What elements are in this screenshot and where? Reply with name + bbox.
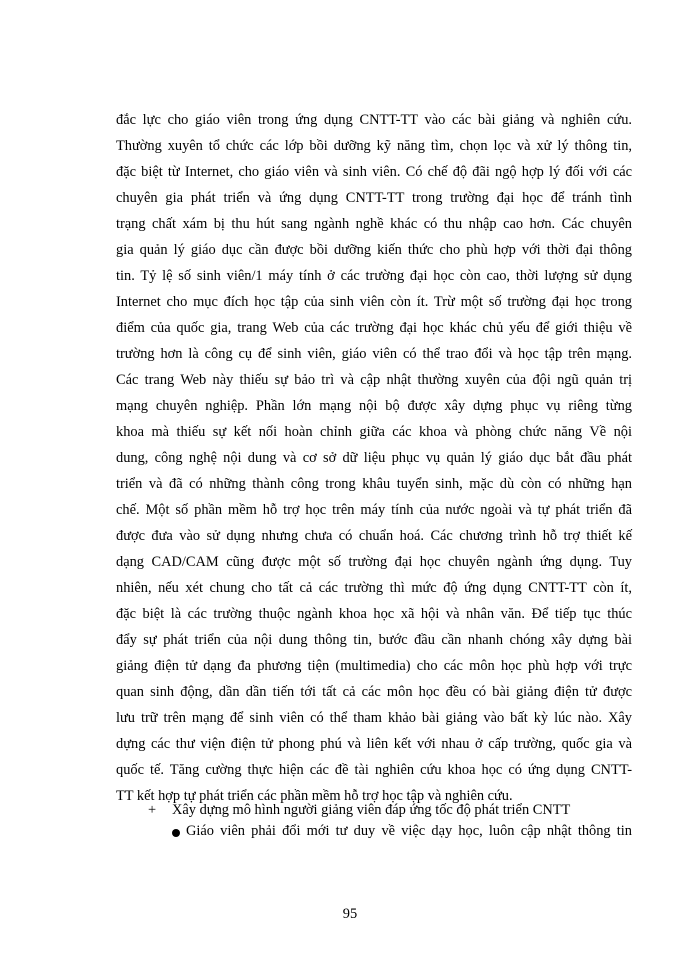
paragraph-line-21: đẩy sự phát triển của nội dung thông tin, bước đầu cần nhanh chóng xây dựng bài xyxy=(116,632,632,648)
paragraph-line-27: TT kết hợp tự phát triển các phần mềm hỗ trợ học tập và nghiên cứu. xyxy=(116,788,513,804)
paragraph-line-13: khoa mà thiếu sự kết nối hoàn chỉnh giữa các khoa và phòng chức năng Về nội xyxy=(116,424,632,440)
paragraph-line-10: trường hơn là công cụ để sinh viên, giáo viên có thể trao đổi và học tập trên mạng. xyxy=(116,346,632,362)
paragraph-line-1: đắc lực cho giáo viên trong ứng dụng CNTT-TT vào các bài giảng và nghiên cứu. xyxy=(116,112,632,128)
paragraph-line-22: giảng điện tử dạng đa phương tiện (multimedia) cho các môn học phù hợp với trực xyxy=(116,658,632,674)
paragraph-line-2: Thường xuyên tổ chức các lớp bồi dưỡng kỹ năng tìm, chọn lọc và xử lý thông tin, xyxy=(116,138,632,154)
plus-bullet-icon: + xyxy=(148,802,157,818)
paragraph-line-14: dung, công nghệ nội dung và cơ sở dữ liệu phục vụ quản lý giáo dục bắt đầu phát xyxy=(116,450,632,466)
page-number: 95 xyxy=(342,906,358,922)
paragraph-line-3: đặc biệt từ Internet, cho giáo viên và sinh viên. Có chế độ đãi ngộ hợp lý đối với các xyxy=(116,164,632,180)
dot-bullet-icon xyxy=(172,829,180,837)
paragraph-line-23: quan sinh động, dần dần tiến tới tất cả các môn học đều có bài giảng điện tử được xyxy=(116,684,632,700)
dot-bullet-item: Giáo viên phải đổi mới tư duy về việc dạy học, luôn cập nhật thông tin xyxy=(186,823,632,839)
plus-bullet-item: Xây dựng mô hình người giảng viên đáp ứng tốc độ phát triển CNTT xyxy=(172,802,571,818)
paragraph-line-7: tin. Tỷ lệ số sinh viên/1 máy tính ở các trường đại học còn cao, thời lượng sử dụng xyxy=(116,268,632,284)
paragraph-line-18: dạng CAD/CAM cũng được một số trường đại học chuyên ngành ứng dụng. Tuy xyxy=(116,554,632,570)
paragraph-line-6: gia quản lý giáo dục cần được bồi dưỡng kiến thức cho phù hợp với thời đại thông xyxy=(116,242,632,258)
paragraph-line-11: Các trang Web này thiếu sự bảo trì và cập nhật thường xuyên của đội ngũ quản trị xyxy=(116,372,632,388)
paragraph-line-20: đặc biệt là các trường thuộc ngành khoa học xã hội và nhân văn. Để tiếp tục thúc xyxy=(116,606,632,622)
paragraph-line-12: mạng chuyên nghiệp. Phần lớn mạng nội bộ được xây dựng phục vụ riêng từng xyxy=(116,398,632,414)
paragraph-line-24: lưu trữ trên mạng để sinh viên có thể tham khảo bài giảng vào bất kỳ lúc nào. Xây xyxy=(116,710,632,726)
paragraph-line-25: dựng các thư viện điện tử phong phú và liên kết với nhau ở cấp trường, quốc gia và xyxy=(116,736,632,752)
paragraph-line-26: quốc tế. Tăng cường thực hiện các đề tài nghiên cứu khoa học có ứng dụng CNTT- xyxy=(116,762,632,778)
paragraph-line-9: điểm của quốc gia, trang Web của các trường đại học khác chủ yếu để giới thiệu về xyxy=(116,320,632,336)
paragraph-line-16: chế. Một số phần mềm hỗ trợ học trên máy tính của nước ngoài và tự phát triển đã xyxy=(116,502,632,518)
paragraph-line-5: trạng chất xám bị thu hút sang ngành nghề khác có thu nhập cao hơn. Các chuyên xyxy=(116,216,632,232)
paragraph-line-17: được đưa vào sử dụng nhưng chưa có chuẩn hoá. Các chương trình hỗ trợ thiết kế xyxy=(116,528,632,544)
paragraph-line-8: Internet cho mục đích học tập của sinh viên còn ít. Trừ một số trường đại học trong xyxy=(116,294,632,310)
paragraph-line-15: triển và đã có những thành công trong khâu tuyển sinh, mặc dù còn có những hạn xyxy=(116,476,632,492)
paragraph-line-4: chuyên gia phát triển và ứng dụng CNTT-TT trong trường đại học để tránh tình xyxy=(116,190,632,206)
paragraph-line-19: nhiên, nếu xét chung cho tất cả các trường thì mức độ ứng dụng CNTT-TT còn ít, xyxy=(116,580,632,596)
